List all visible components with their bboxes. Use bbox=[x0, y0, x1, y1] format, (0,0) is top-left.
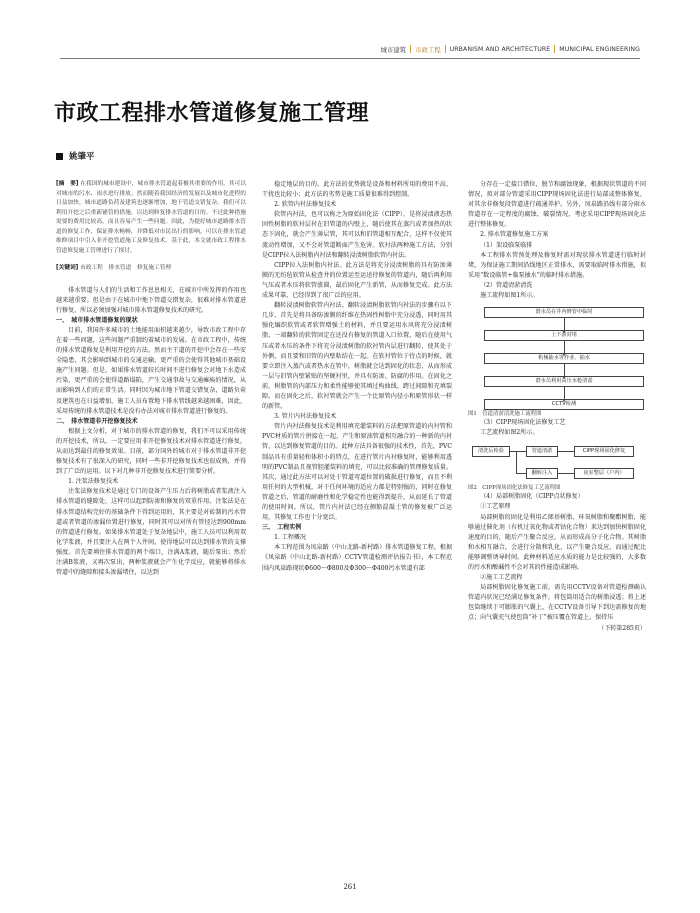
continued-note: （下转第285页） bbox=[598, 624, 646, 632]
flow-connector bbox=[516, 451, 517, 473]
flow-connector bbox=[557, 473, 574, 474]
subsection-heading: 1. 注浆法修复技术 bbox=[68, 478, 119, 486]
subsection-heading: 2. 排水管道修复施工方案 bbox=[480, 231, 549, 239]
flow-box: 夜室整层（户内） bbox=[574, 468, 634, 479]
article-title: 市政工程排水管道修复施工管理 bbox=[54, 101, 370, 126]
header-english-2: MUNICIPAL ENGINEERING bbox=[559, 45, 640, 53]
body-paragraph: 排水管道与人们的生活和工作息息相关，在城市中所发挥的作用也越来越重要。但是由于在城市中地下管道交错复杂，很难对排水管道进行修复，所以必须加强对城市排水管道修复技术的研究。 bbox=[56, 286, 246, 314]
step-heading: （1）架设临泵临排 bbox=[480, 241, 533, 249]
flow-step: CCTV检测 bbox=[484, 399, 644, 410]
section-heading: 一、 城市排水管道修复的现状 bbox=[56, 316, 138, 324]
subsection-heading: 3. 管片内衬法修复技术 bbox=[274, 413, 337, 421]
abstract-paragraph bbox=[56, 180, 246, 256]
body-paragraph: 稳定地层的目的。此方法的优势就是设备和材料所用的费用不高，干扰也比较小；此方法的劣势是施工质量很难得到控制。 bbox=[262, 181, 452, 199]
keywords-label: [关键词] bbox=[56, 265, 79, 271]
author-line bbox=[56, 150, 95, 162]
subsection-heading: 1. 工程概况 bbox=[274, 534, 306, 542]
flow-box: 翻转注入 bbox=[526, 468, 558, 479]
flow-arrow bbox=[564, 318, 565, 330]
flow-arrow bbox=[564, 387, 565, 399]
flow-connector bbox=[557, 451, 574, 452]
section-heading: 三、 工程实例 bbox=[262, 524, 302, 532]
author-name: 姚肇平 bbox=[69, 152, 95, 162]
body-paragraph: 注浆法修复技术是通过专门的设备产生压力后将树脂或者浆液注入排水管道的缝隙处，这样可以起到防渗和修复的双重作用。注浆法是在排水管道结构完好的基础条件下得到运用的，其主要是对砖制的污水管道或者管道的渗漏位置进行修复，同时其可以对所有管径达到900mm的管道进行修复。如果排水管道处于复杂地层中，施工人员可以利用双化学浆液，并且要注入在两个人井间，使得地层可以达到排水管的支撑强度。首先要填住排水管道的两个端口，注满A浆液，随后泵出；然后注满B浆液，又再次泵出，两种浆液就会产生化学反应，就能够将排水管道中的缝隙和接头渗漏堵住，以达到 bbox=[56, 488, 246, 577]
body-paragraph: 软管内衬法，也可以称之为原始固化法（CIPP），是将浸渍液态热固性树脂的软衬层衬在旧管道的内壁上，随后使其在蒸汽或者加热的状态下固化，就会产生薄层管，其可以和旧管道相互配合，这样不仅使其流动性增加，又不会对管道断面产生危害。软衬法两种施工方法，分别是CIPP拉入法树脂内衬法和翻转浸渍树脂软管内衬法。 bbox=[262, 211, 452, 259]
body-paragraph: 目前，我国许多城市的土地能用面积越来越少，导致市政工程中存在着一些问题，这些问题严重制约着城市的发展。在市政工程中，传统的排水管道修复是利用开挖的方法。然而主干道的开挖中会存在一些安全隐患，其会影响到城市的交通运输，更严重的会使得其他城市基础设施产生问题。但是，如果排水管道较长时间不进行修复会对地下水造成污染，更严重的会使得道路塌陷，产生交通事故与交通瘫痪的情况，从而影响到人们的正常生活。同时因为城市地下管道交错复杂，道路负荷及建筑也在日益增加，施工人员布置地下排水管线越来越困难，因此，采用传统的排水管道技术是没有办法对城市排水管道进行修复的。 bbox=[56, 326, 246, 415]
flow-step: 潜水员在井内修管中临时 bbox=[484, 307, 644, 318]
step-heading: ②施工工艺流程 bbox=[480, 574, 523, 582]
header-english-1: URBANISM AND ARCHITECTURE bbox=[449, 45, 551, 53]
body-paragraph: 分存在一定接口错位、脱节和腐蚀现象，根据现状管道的不同情况，拟对部分管道采用CIPP现场固化法进行局部或整体修复，对其余非修复段管道进行疏通养护。另外，凤泉路沿线有部分雨水管道存在一定程度的腐蚀、破裂情况，考虑采用CIPP现场固化法进行整体修复。 bbox=[468, 181, 646, 229]
abstract-text: 在我国的城市建设中，城市排水管道起着极其重要的作用，其可以对城市的污水、雨水进行排放。然而随着我国经济的发展以及城市化进程的日益加快，城市道路负荷及建筑也逐渐增加，地下管道交错复杂。我们可以利用开挖之后重新铺管的措施，以达到修复排水管道的目的。不过此种措施需要的费用比较高，而且容易产生一些问题。因此，为提好城市道路排水管道的修复工作、保证排水畅畅，并降低对市民出行的影响，可以在排水管道维修项目中引入非开挖管道施工及修复技术。基于此，本文就市政工程排水管道修复施工管理进行了探讨。 bbox=[56, 181, 246, 254]
step-heading: （3）CIPP现场固化法修复工艺 bbox=[480, 419, 566, 427]
flow-step: 潜水员利用高压水枪清淤 bbox=[484, 376, 644, 387]
header-category: 城市建筑 bbox=[380, 45, 407, 54]
header-divider bbox=[554, 45, 555, 53]
page-number: 261 bbox=[343, 883, 357, 891]
figure-1-flowchart bbox=[484, 307, 644, 410]
body-paragraph: 局部树脂的固化是利用乙烯基树脂、环氧树脂和聚酯树脂，能够通过催化剂（有机过氧化物或者钴化合物）来达到加快树脂固化速度的目的，随后产生聚合反应，从而形成高分子化合物。其树脂和水相互融合，会进行分散和乳化，以产生聚合反应，而通过配比能够调整诱导时间。此种材料适应水质的能力是比较强的，大多数的污水和酸碱性不会对其的性能造成影响。 bbox=[468, 513, 646, 571]
figure-2-caption: 图2 CIPP现场固化法修复工艺流程图 bbox=[468, 485, 561, 492]
flow-step: 上下游封堵 bbox=[484, 330, 644, 341]
flow-arrow bbox=[564, 341, 565, 353]
flow-arrow bbox=[564, 364, 565, 376]
abstract-label: [摘 要] bbox=[56, 181, 79, 187]
section-heading: 二、 排水管道非开挖修复技术 bbox=[56, 417, 138, 425]
abstract bbox=[56, 180, 246, 274]
body-paragraph: 本工程范围为凤泉路（中山北路-新村路）排水管道修复工程，根据《凤泉路（中山北路-新村路）CCTV管道检测评估报告书》，本工程范围内凤泉路现状Φ600～Φ800及Φ300～Φ400污水管道有部 bbox=[262, 544, 452, 572]
body-paragraph: 局部树脂固化修复施工前，需先用CCTV设备对管道检测确认管道内状况已经满足修复条件，将包筒用适合的树脂浸透；将上述包筒继续于可膨胀的气囊上，在CCTV设备引导下到达需修复的地点；向气囊充气使包筒“补丁”被压覆在管道上，保持压 bbox=[468, 584, 646, 622]
body-paragraph: 根据上文分析，对于城市的排水管道的修复，我们不可以采用传统的开挖技术，所以，一定要应用非开挖修复技术对排水管道进行修复，从而达到最佳的修复效果。目前，部分国外的城市对于排水管道非开挖修复技术有了很深入的研究，同时一些非开挖修复技术也很成熟，并得到了广泛的运用。以下对几种非开挖修复技术进行简要分析。 bbox=[56, 427, 246, 476]
spacer bbox=[56, 274, 246, 286]
flow-connector bbox=[516, 473, 526, 474]
flow-box: 清洗后检验 bbox=[472, 446, 510, 457]
keywords bbox=[56, 264, 246, 274]
body-paragraph: 管片内衬法修复技术是利用填充灌装料的方法把原管道的内衬管和PVC材质的管片拼接在一起，产生和原油管道相互融合的一种新的内衬管，以达到修复管道的目的。此种方法具备很强的技术性，首先，PVC制品具有重量轻和体积小的特点，在进行管片内衬修复时，能够利用透明的PVC制品且视管腔灌装料的填充，可以比较准确的管理修复质量。其次，通过此方法可以对处于管道弯道位置的破损进行修复，而且不利用任何的大型机械，对于任何环境的适应力都是特别强的，同时在修复管道之后，管道的耐磨性和化学稳定性也能得到提升，从而延长了管道的使用时间。所以，管片内衬法已经在侧筋混凝土管的修复被广泛运用，其修复工作也十分宽泛。 bbox=[262, 423, 452, 522]
subsection-heading: 2. 软管内衬法修复技术 bbox=[274, 201, 337, 209]
journal-header bbox=[381, 43, 640, 55]
body-paragraph: 本工程排水管预处理及修复时需对现状排水管道进行临时封堵，为保证施工期间沿线地区正常排水，需要取临时排水措施，拟采用“数设临管+临泵抽水”的临时排水措施。 bbox=[468, 251, 646, 279]
flow-step: 机械抽水等作业、抽水 bbox=[484, 353, 644, 364]
figure-2-flowchart bbox=[472, 444, 642, 484]
column-3 bbox=[468, 180, 646, 880]
header-divider bbox=[445, 45, 446, 53]
header-section: 市政工程 bbox=[415, 45, 441, 54]
flow-box: CIPP现场固化修复 bbox=[574, 446, 634, 457]
body-paragraph: 工艺流程如图2所示。 bbox=[480, 429, 539, 437]
keywords-text: 市政工程 排水管道 修复施工管理 bbox=[80, 265, 172, 271]
figure-1-caption: 图1 管道清淤清洗施工流程图 bbox=[468, 411, 542, 418]
body-paragraph: 翻转浸渍树脂软管内衬法。翻转浸渍树脂软管内衬法的步骤有以下几步。首先是将具备防渗膜的纤维在热固性树脂中充分浸透，同时用其强化编织软管或者软管增强土的材料，并且要运用水风将充分浸渍树脂、一端翻转的软管固定在还没有修复的管道入口位置，随后在使用气压或者水压的条件下将充分浸渍树脂的软衬管内层进行翻转，使其处于外侧，而且要和旧管的内壁粘结在一起。在软衬管位于待点的时候，就要立即注入蒸汽或者热水在管中，树脂就会达到固化的状态，从而形成一层与旧管内壁紧贴的坚硬衬里，并具有防渗、防腐的作用。在固化之前，树脂管的内部压力和柔性能够使其填过构曲线、跨过间隙和充填裂隙。而在固化之后，软衬管就会产生一个比原管内径小和原管形状一样的新管。 bbox=[262, 302, 452, 411]
header-rule bbox=[60, 58, 640, 59]
body-paragraph: CIPP拉入法树脂内衬法。此方法是将充分浸渍树脂的具有防渗薄膜的无纺毡软管从检查井的位置运至运送待修复的管道内，随后再利用气压或者水压将软管涨圆，最后固化产生新管，从而修复完成。此方法成果可靠，已经得到了很广泛的应用。 bbox=[262, 261, 452, 300]
body-paragraph: 施工流程如图1所示。 bbox=[480, 292, 539, 300]
column-2 bbox=[262, 180, 452, 880]
column-1 bbox=[56, 180, 246, 880]
step-heading: （2）管道清淤清洗 bbox=[480, 281, 533, 289]
author-square-icon bbox=[56, 153, 63, 160]
step-heading: （4）局部树脂固化（CIPP点状修复） bbox=[480, 493, 584, 501]
flow-box: 管道清淤 bbox=[526, 446, 558, 457]
flow-connector bbox=[509, 451, 526, 452]
header-divider bbox=[410, 45, 411, 53]
step-heading: ①工艺原理 bbox=[480, 503, 511, 511]
